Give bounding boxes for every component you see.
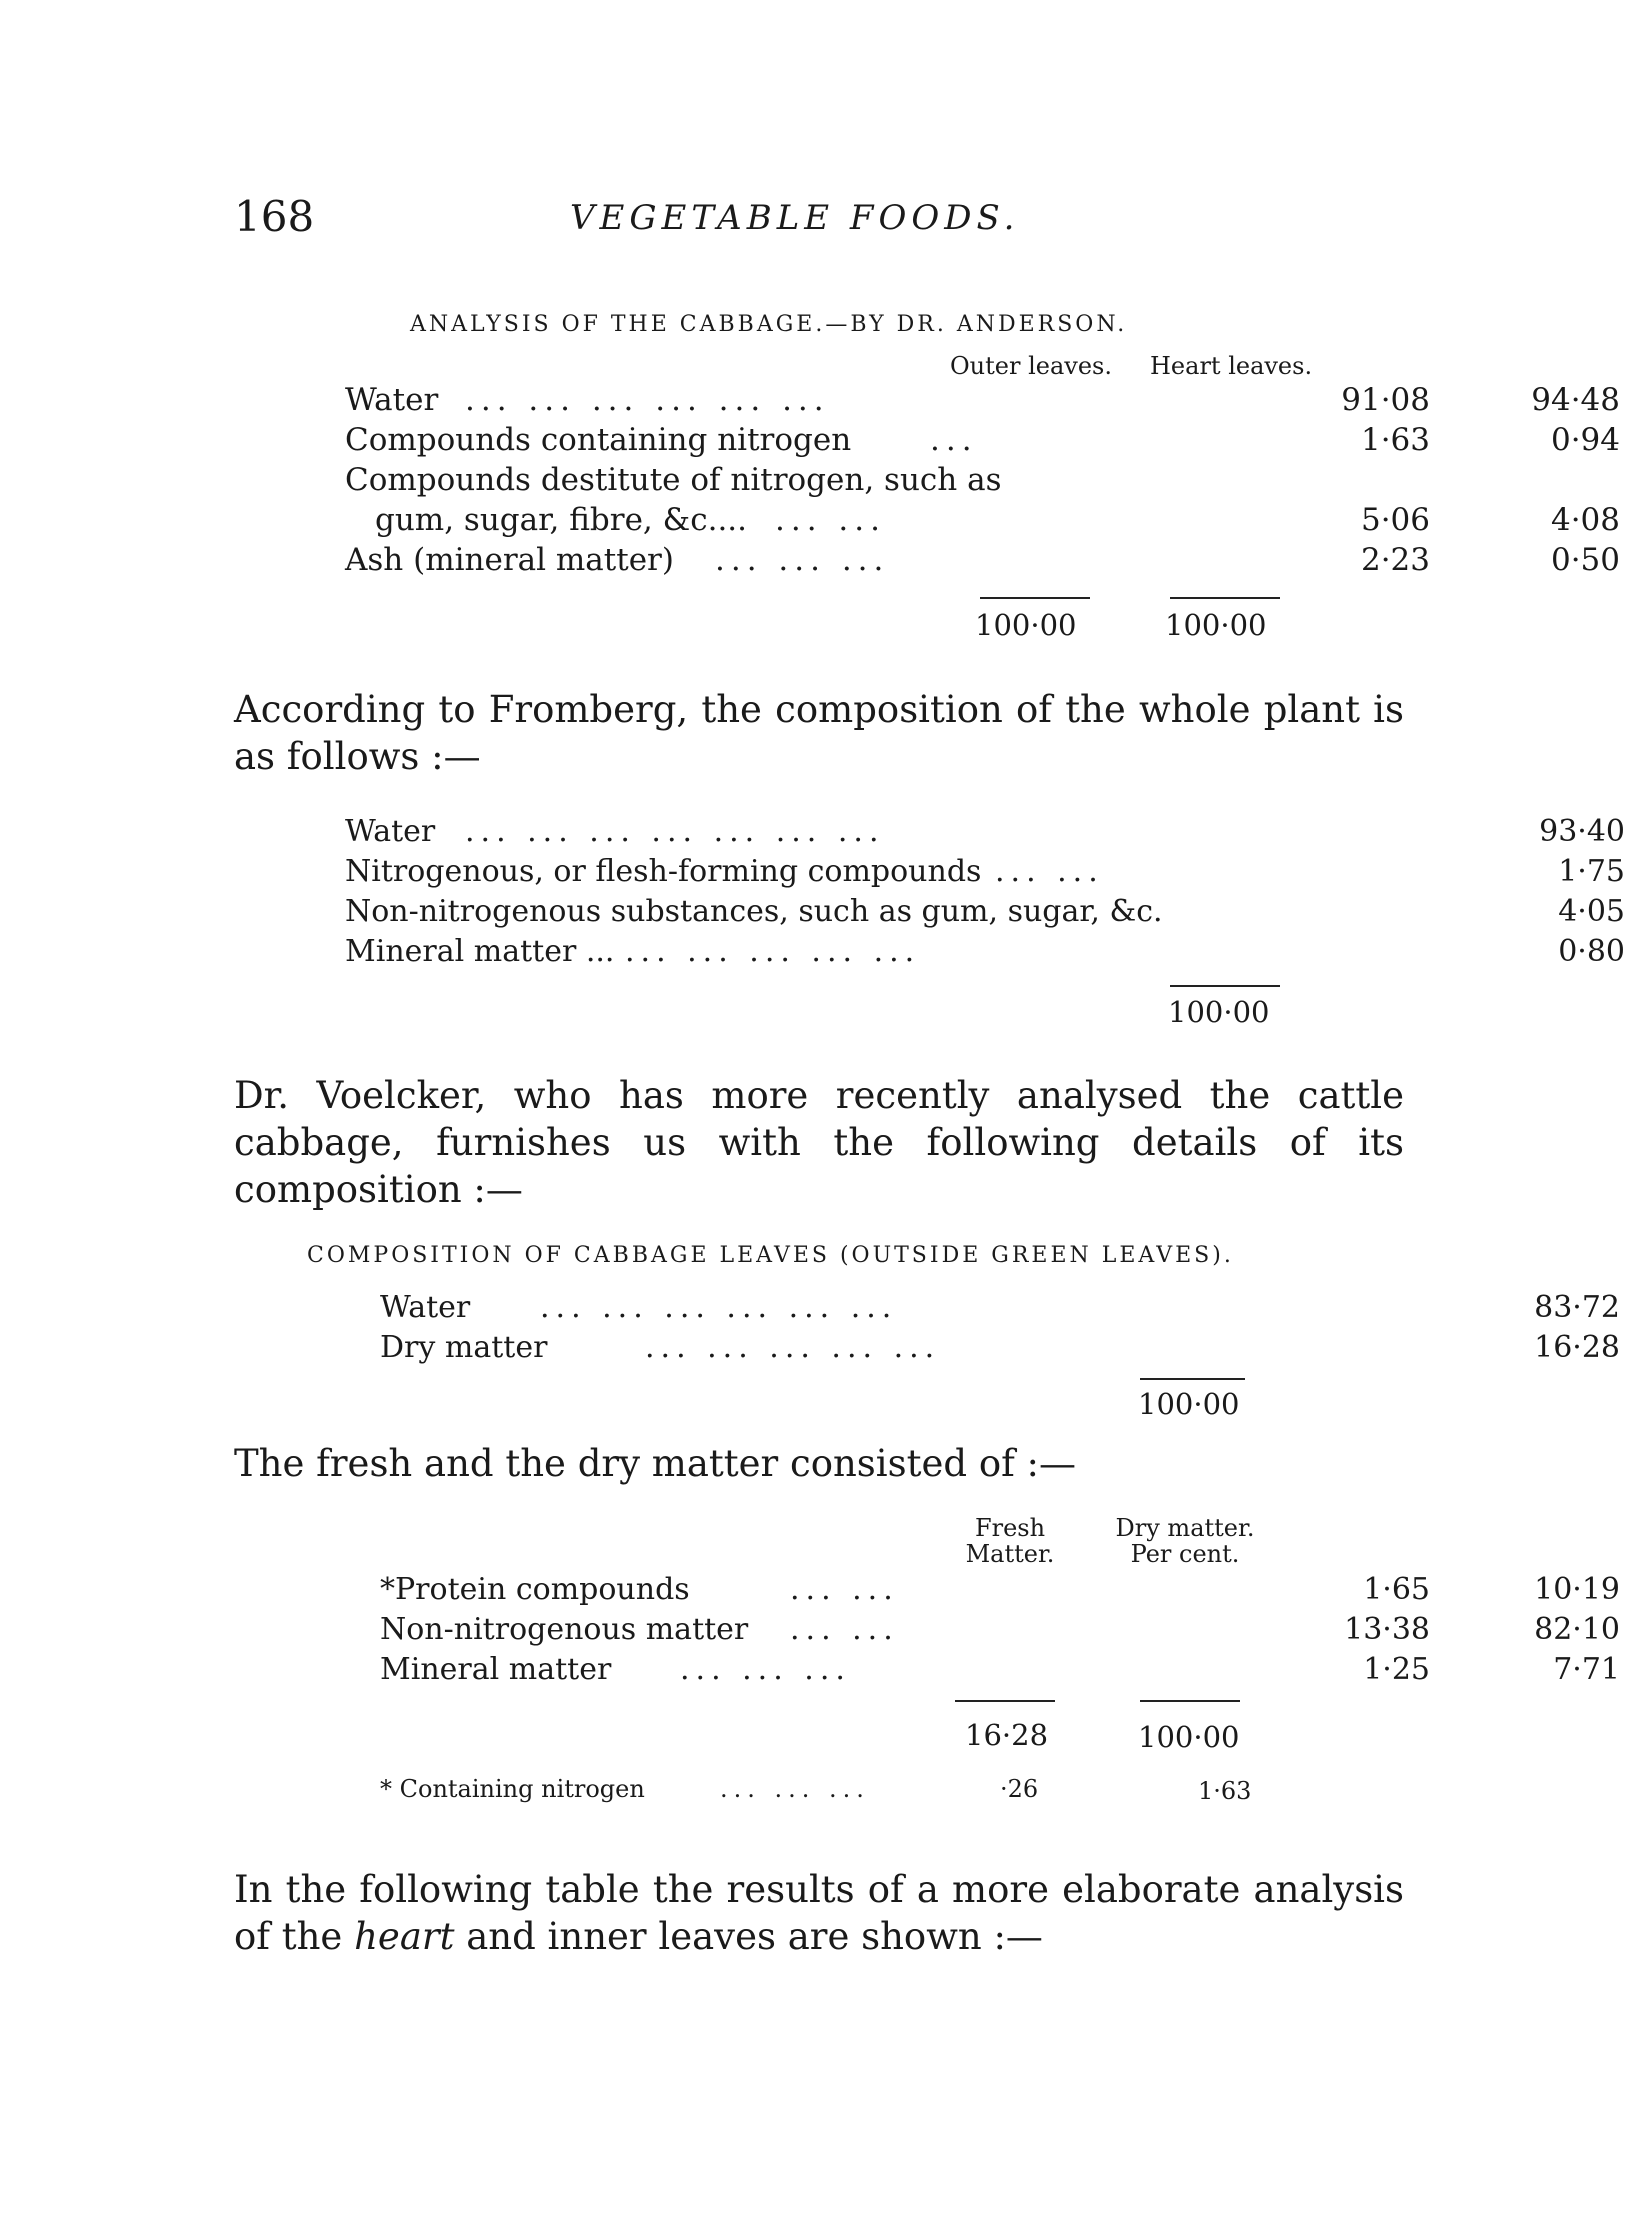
row-value: 83·72 xyxy=(1534,1290,1620,1325)
paragraph-text: In the following table the results of a more elaborate analysis of the xyxy=(234,1868,1404,1958)
heart-value: 0·94 xyxy=(1550,422,1620,458)
leader-dots: ... ... ... xyxy=(680,1652,851,1687)
table4-total-fresh: 16·28 xyxy=(965,1718,1049,1752)
table1-outer-rule xyxy=(980,597,1090,599)
table-row xyxy=(345,420,1620,460)
paragraph xyxy=(234,1866,1404,1960)
leader-dots: ... ... ... xyxy=(715,542,890,578)
table-row xyxy=(380,1650,1620,1690)
col-dry-line1: Dry matter. xyxy=(1115,1514,1255,1542)
dry-value: 82·10 xyxy=(1534,1612,1620,1647)
table-row xyxy=(345,500,1620,540)
table4-body xyxy=(380,1570,1620,1690)
leader-dots: ... ... ... ... ... ... xyxy=(465,382,830,418)
row-label: Non-nitrogenous matter xyxy=(380,1612,749,1647)
table-row xyxy=(345,892,1625,932)
table1-col-heart: Heart leaves. xyxy=(1150,352,1313,380)
row-label: Mineral matter ... xyxy=(345,934,615,969)
outer-value: 5·06 xyxy=(1360,502,1430,538)
table2-rule xyxy=(1170,985,1280,987)
table-row xyxy=(380,1328,1620,1368)
fresh-value: 13·38 xyxy=(1344,1612,1430,1647)
table-row xyxy=(345,932,1625,972)
outer-value: 1·63 xyxy=(1360,422,1430,458)
footnote-dry: 1·63 xyxy=(1198,1777,1252,1805)
row-label: Non-nitrogenous substances, such as gum, sugar, &c. xyxy=(345,894,1163,929)
table4-total-dry: 100·00 xyxy=(1138,1720,1240,1754)
row-label: Water xyxy=(345,382,439,418)
row-label: *Protein compounds xyxy=(380,1572,690,1607)
footnote-fresh: ·26 xyxy=(1000,1775,1039,1803)
page-number: 168 xyxy=(234,192,315,241)
row-value: 16·28 xyxy=(1534,1330,1620,1365)
leader-dots: ... ... ... ... ... xyxy=(625,934,921,969)
leader-dots: ... ... xyxy=(775,502,886,538)
table1-heart-rule xyxy=(1170,597,1280,599)
leader-dots: ... ... ... ... ... xyxy=(645,1330,941,1365)
paragraph-text: and inner leaves are shown :— xyxy=(466,1915,1043,1958)
table3-rule xyxy=(1140,1378,1245,1380)
table-row xyxy=(380,1288,1620,1328)
table3-title: COMPOSITION OF CABBAGE LEAVES (OUTSIDE GREEN LEAVES). xyxy=(307,1243,1234,1268)
outer-value: 2·23 xyxy=(1360,542,1430,578)
row-label: Water xyxy=(345,814,436,849)
table1-body xyxy=(345,380,1620,580)
table4-dry-rule xyxy=(1140,1700,1240,1702)
leader-dots: ... ... xyxy=(790,1612,899,1647)
col-fresh-line1: Fresh xyxy=(974,1514,1046,1542)
table4-col-dry xyxy=(1105,1515,1265,1567)
heart-value: 0·50 xyxy=(1550,542,1620,578)
table4-col-fresh xyxy=(955,1515,1065,1567)
row-value: 0·80 xyxy=(1558,934,1625,969)
row-label: Mineral matter xyxy=(380,1652,612,1687)
row-value: 4·05 xyxy=(1558,894,1625,929)
table3-total: 100·00 xyxy=(1138,1387,1240,1421)
row-label: Compounds containing nitrogen xyxy=(345,422,852,458)
dry-value: 7·71 xyxy=(1553,1652,1620,1687)
heart-value: 94·48 xyxy=(1531,382,1620,418)
outer-value: 91·08 xyxy=(1341,382,1430,418)
col-dry-line2: Per cent. xyxy=(1130,1540,1240,1568)
row-label: Ash (mineral matter) xyxy=(345,542,674,578)
col-fresh-line2: Matter. xyxy=(965,1540,1055,1568)
table-row xyxy=(345,380,1620,420)
table1-title: ANALYSIS OF THE CABBAGE.—BY DR. ANDERSON. xyxy=(410,312,1128,337)
table-row xyxy=(345,812,1625,852)
table-row xyxy=(380,1610,1620,1650)
row-label: Nitrogenous, or flesh-forming compounds xyxy=(345,854,982,889)
table2-body xyxy=(345,812,1625,972)
footnote-label: * Containing nitrogen xyxy=(380,1775,645,1803)
row-label: Dry matter xyxy=(380,1330,548,1365)
row-value: 1·75 xyxy=(1558,854,1625,889)
leader-dots: ... ... xyxy=(790,1572,899,1607)
row-label: Water xyxy=(380,1290,471,1325)
paragraph: The fresh and the dry matter consisted of :— xyxy=(234,1442,1077,1485)
leader-dots: ... xyxy=(930,422,978,458)
row-label: gum, sugar, fibre, &c.... xyxy=(375,502,747,538)
emphasis-heart: heart xyxy=(354,1915,455,1958)
footnote-dots: ... ... ... xyxy=(720,1775,870,1803)
row-label: Compounds destitute of nitrogen, such as xyxy=(345,462,1002,498)
leader-dots: ... ... ... ... ... ... xyxy=(540,1290,898,1325)
table-row xyxy=(380,1570,1620,1610)
table-row xyxy=(345,540,1620,580)
paragraph: According to Fromberg, the composition of the whole plant is as follows :— xyxy=(234,688,1404,778)
dry-value: 10·19 xyxy=(1534,1572,1620,1607)
table1-total-heart: 100·00 xyxy=(1165,608,1267,642)
table2-total: 100·00 xyxy=(1168,995,1270,1029)
table-row xyxy=(345,852,1625,892)
table1-total-outer: 100·00 xyxy=(975,608,1077,642)
table4-fresh-rule xyxy=(955,1700,1055,1702)
fresh-value: 1·65 xyxy=(1363,1572,1430,1607)
running-title: VEGETABLE FOODS. xyxy=(570,198,1020,238)
table-row xyxy=(345,460,1345,500)
table1-col-outer: Outer leaves. xyxy=(950,352,1112,380)
leader-dots: ... ... xyxy=(995,854,1104,889)
row-value: 93·40 xyxy=(1539,814,1625,849)
heart-value: 4·08 xyxy=(1550,502,1620,538)
leader-dots: ... ... ... ... ... ... ... xyxy=(465,814,885,849)
table3-body xyxy=(380,1288,1620,1368)
paragraph: Dr. Voelcker, who has more recently analysed the cattle cabbage, furnishes us with the following details of its composition :— xyxy=(234,1074,1404,1211)
fresh-value: 1·25 xyxy=(1363,1652,1430,1687)
